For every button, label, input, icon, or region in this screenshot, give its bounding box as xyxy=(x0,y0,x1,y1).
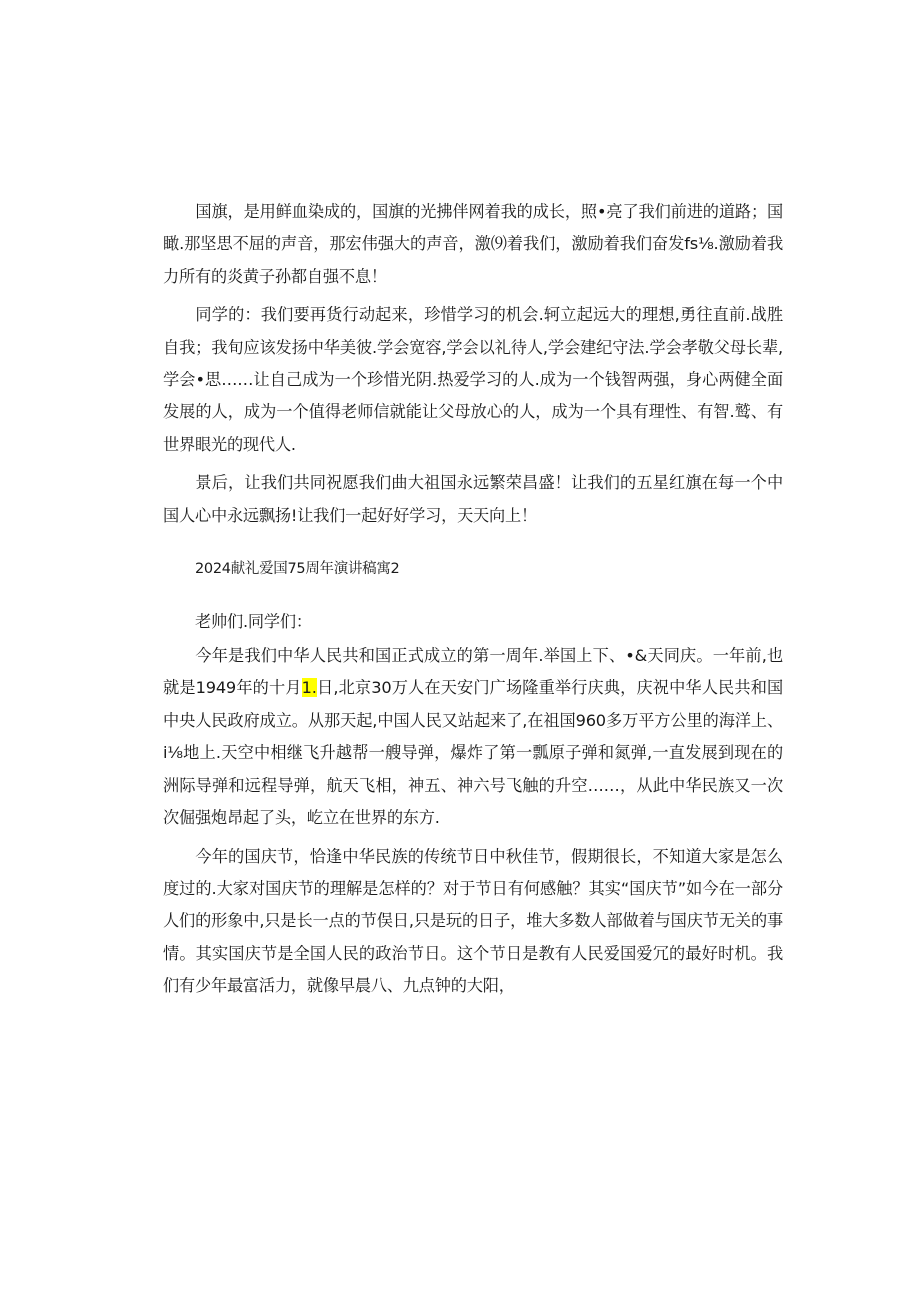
highlighted-text: 1. xyxy=(301,678,317,698)
paragraph-national-flag: 国旗，是用鲜血染成的，国旗的光拂伴网着我的成长，照•亮了我们前进的道路；国瞰.那坚思不屈的声音，那宏伟强大的声音，激⑼着我们，激励着我们奋发fs⅛.激励着我力所有的炎黄子孙都自强不息！ xyxy=(163,202,783,286)
speech-salutation: 老帅们.同学们： xyxy=(195,612,312,632)
paragraph-national-day: 今年的国庆节，恰逢中华民族的传统节日中秋佳节，假期很长，不知道大家是怎么度过的.大家对国庆节的理解是怎样的？对于节日有何感触？其实“国庆节”如今在一部分人们的形象中,只是长一点的节俣日,只是玩的日子，堆大多数人部做着与国庆节无关的事情。其实国庆节是全国人民的政治节日。这个节日是教有人民爱国爱冗的最好时机。我们有少年最富活力，就像早晨八、九点钟的大阳， xyxy=(163,846,783,996)
paragraph-classmates-action: 同学的：我们要再货行动起来，珍惜学习的机会.轲立起远大的理想,勇往直前.战胜自我；我旬应该发扬中华美彼.学会宽容,学会以礼待人,学会建纪守法.学会孝敬父母长辈,学会•思……让自己成为一个珍惜光阴.热爱学习的人.成为一个钱智两强，身心两健全面发展的人，成为一个值得老师信就能让父母放心的人，成为一个具有理性、有智.鹫、有世界眼光的现代人. xyxy=(163,305,783,454)
paragraph-closing-wishes: 景后，让我们共同祝愿我们曲大祖国永远繁荣昌盛！让我们的五星红旗在每一个中国人心中永远飘扬!让我们一起好好学习，天天向上！ xyxy=(163,473,783,525)
paragraph-anniversary-text-end: 日,北京30万人在天安门广场隆重举行庆典，庆祝中华人民共和国中央人民政府成立。从那天起,中国人民又站起来了,在祖国960多万平方公里的海洋上、i⅛地上.天空中相继飞升越帮一艘导弹，爆炸了第一瓢原子弹和氮弹,一直发展到现在的洲际导弹和远程导弹，航天飞相，神五、神六号飞触的升空……，从此中华民族又一次次倔强炮昂起了头，屹立在世界的东方. xyxy=(163,678,783,828)
paragraph-anniversary-text-start: 今年是我们中华人民共和国正式成立的第一周年.举国上下、•&天同庆。一年前,也就是1949年的十月 xyxy=(163,646,783,698)
document-page xyxy=(163,196,783,1003)
speech-title: 2024献礼爱国75周年演讲稿寓2 xyxy=(195,561,400,578)
paragraph-anniversary xyxy=(163,640,783,834)
